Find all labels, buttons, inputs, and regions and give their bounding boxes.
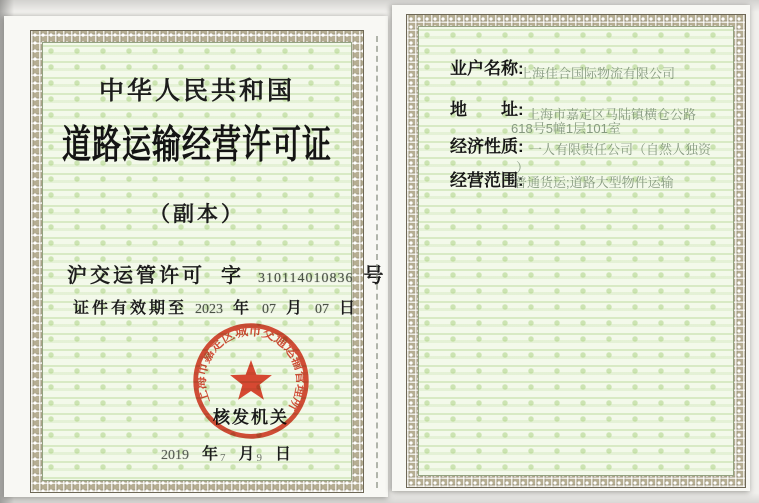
field-label-business-name: 业户名称:: [450, 59, 524, 78]
validity-day: 07: [315, 302, 330, 317]
field-value-economic-type: 一人有限责任公司（自然人独资: [529, 142, 712, 157]
country-heading: 中华人民共和国: [98, 78, 295, 105]
validity-line: [73, 295, 358, 318]
guilloche-panel-left: [42, 42, 387, 481]
field-value-address-line2: 618号5幢1层101室: [511, 121, 621, 136]
validity-year-unit: 年: [233, 300, 253, 317]
issue-year-unit: 年: [202, 446, 219, 463]
validity-day-unit: 日: [339, 300, 359, 317]
duplicate-subtitle: （副本）: [149, 202, 245, 226]
license-prefix: 沪交运管许可: [67, 265, 205, 287]
license-hao: 号: [363, 265, 387, 287]
guilloche-panel-right: [418, 26, 734, 476]
binding-stitch: [376, 36, 378, 488]
issue-date-line: [161, 441, 291, 464]
field-value-business-name: 上海佳合国际物流有限公司: [519, 66, 676, 81]
issue-month: 7: [220, 452, 226, 464]
issue-month-unit: 月: [238, 446, 255, 463]
ornate-border-left: [30, 30, 387, 493]
validity-year: 2023: [195, 302, 224, 317]
seal-star-icon: [230, 360, 272, 400]
field-label-economic-type: 经济性质:: [450, 137, 524, 156]
issue-year: 2019: [161, 448, 189, 463]
seal-arc-text: 上海市嘉定区城市交通运输管理所: [194, 323, 309, 414]
validity-label: 证件有效期至: [73, 300, 188, 317]
official-red-seal: [189, 319, 313, 443]
issue-day-unit: 日: [275, 446, 292, 463]
license-number: 310114010836: [258, 271, 354, 286]
validity-month: 07: [262, 302, 277, 317]
field-value-economic-type-close-paren: ）: [516, 160, 530, 175]
validity-month-unit: 月: [286, 300, 306, 317]
certificate-title: 道路运输经营许可证: [61, 124, 332, 168]
certificate-left-page: [4, 16, 388, 497]
field-value-address-line1: 上海市嘉定区马陆镇横仓公路: [527, 107, 697, 122]
field-label-address: 地 址:: [450, 100, 524, 119]
issuing-authority-label: 核发机关: [213, 408, 289, 427]
field-value-business-scope: 普通货运;道路大型物件运输: [514, 175, 674, 190]
ornate-border-right: [406, 14, 746, 488]
issue-day: 9: [256, 452, 263, 464]
license-zi: 字: [221, 265, 244, 287]
certificate-right-page: [392, 5, 750, 491]
field-label-business-scope: 经营范围:: [450, 171, 524, 190]
license-number-line: [67, 259, 386, 288]
